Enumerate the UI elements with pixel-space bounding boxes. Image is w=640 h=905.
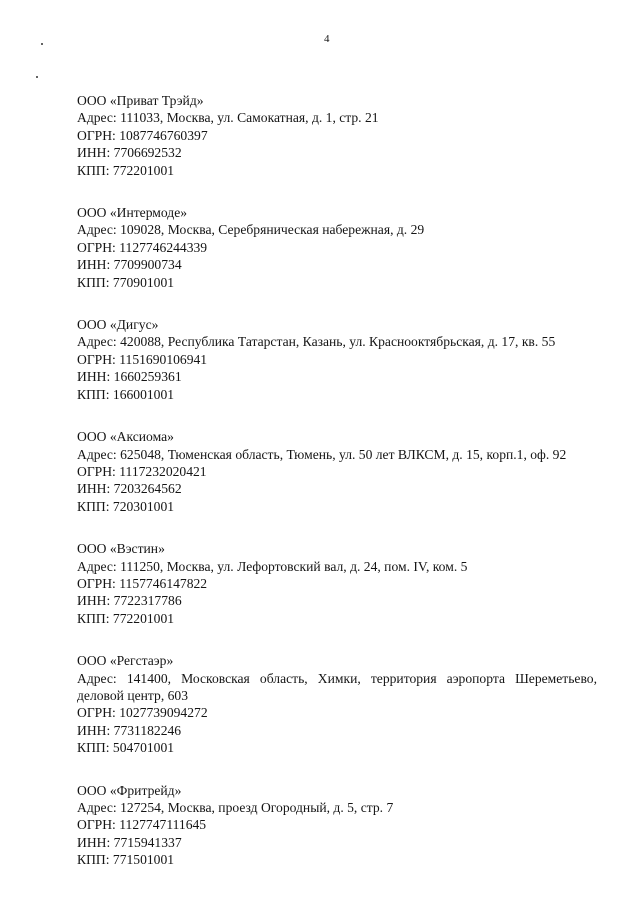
company-kpp: 772201001 [112, 610, 175, 626]
company-ogrn-line [77, 239, 597, 256]
company-ogrn-line [77, 704, 597, 721]
company-kpp: 720301001 [112, 498, 175, 514]
company-name-line [77, 782, 597, 799]
company-name: ООО «Фритрейд» [77, 782, 182, 798]
company-kpp: 166001001 [112, 386, 175, 402]
company-address-line [77, 333, 597, 350]
company-address-label: Адрес: [77, 558, 117, 574]
company-kpp-line [77, 610, 597, 627]
company-address-label: Адрес: [77, 110, 117, 126]
company-inn-label: ИНН: [77, 593, 111, 609]
company-address-line [77, 558, 597, 575]
company-inn-line [77, 722, 597, 739]
scan-speck [41, 43, 43, 45]
company-address: 127254, Москва, проезд Огородный, д. 5, стр. 7 [120, 800, 394, 815]
company-address-line [77, 221, 597, 238]
company-kpp-label: КПП: [77, 274, 110, 290]
company-kpp-line [77, 739, 597, 756]
scan-speck [36, 76, 38, 78]
company-address: 109028, Москва, Серебряническая набережная, д. 29 [120, 222, 425, 238]
company-inn-line [77, 592, 597, 609]
company-ogrn: 1117232020421 [119, 463, 207, 479]
company-entry [77, 204, 597, 291]
company-inn-line [77, 256, 597, 273]
company-ogrn-line [77, 463, 597, 480]
company-ogrn: 1127747111645 [119, 817, 207, 833]
company-inn-line [77, 480, 597, 497]
company-inn-label: ИНН: [77, 481, 111, 497]
company-name: ООО «Регстаэр» [77, 653, 174, 669]
company-name: ООО «Аксиома» [77, 429, 174, 445]
company-name-line [77, 652, 597, 669]
company-address: 111250, Москва, ул. Лефортовский вал, д. 24, пом. IV, ком. 5 [120, 558, 468, 574]
company-name: ООО «Приват Трэйд» [77, 93, 204, 108]
company-ogrn-line [77, 816, 597, 833]
company-name-line [77, 428, 597, 445]
company-kpp: 770901001 [112, 274, 175, 290]
company-entry [77, 316, 597, 403]
company-ogrn: 1157746147822 [119, 575, 208, 591]
company-kpp-label: КПП: [77, 852, 110, 868]
company-inn-label: ИНН: [77, 722, 111, 738]
company-address: 141400, Московская область, Химки, территория аэропорта Шереметьево, деловой центр, 603 [77, 670, 597, 703]
company-inn-label: ИНН: [77, 257, 111, 273]
company-kpp-label: КПП: [77, 740, 110, 756]
company-inn: 7715941337 [113, 834, 182, 850]
company-ogrn-line [77, 575, 597, 592]
company-ogrn-label: ОГРН: [77, 463, 116, 479]
company-kpp-line [77, 851, 597, 868]
company-address-label: Адрес: [77, 800, 117, 815]
company-entry [77, 652, 597, 756]
company-kpp-line [77, 498, 597, 515]
company-kpp-label: КПП: [77, 162, 110, 178]
company-entry [77, 428, 597, 515]
company-inn: 7722317786 [113, 593, 182, 609]
company-ogrn-line [77, 127, 597, 144]
company-name: ООО «Вэстин» [77, 541, 165, 557]
company-inn-line [77, 834, 597, 851]
company-kpp-line [77, 386, 597, 403]
company-kpp: 772201001 [112, 162, 175, 178]
company-kpp-label: КПП: [77, 610, 110, 626]
company-ogrn-label: ОГРН: [77, 351, 116, 367]
company-name-line [77, 92, 597, 109]
company-address: 111033, Москва, ул. Самокатная, д. 1, стр. 21 [120, 110, 379, 126]
company-address-label: Адрес: [77, 670, 117, 686]
company-ogrn-label: ОГРН: [77, 575, 116, 591]
company-entry [77, 92, 597, 179]
company-kpp-label: КПП: [77, 498, 110, 514]
company-address-line [77, 109, 597, 126]
company-address: 625048, Тюменская область, Тюмень, ул. 50 лет ВЛКСМ, д. 15, корп.1, оф. 92 [120, 446, 567, 462]
company-ogrn-label: ОГРН: [77, 239, 116, 255]
company-address-line [77, 446, 597, 463]
company-inn: 7706692532 [113, 145, 182, 161]
company-inn: 7709900734 [113, 257, 182, 273]
company-inn-line [77, 144, 597, 161]
company-address-line [77, 670, 597, 705]
company-address: 420088, Республика Татарстан, Казань, ул. Краснооктябрьская, д. 17, кв. 55 [120, 334, 556, 350]
company-inn: 1660259361 [113, 369, 182, 385]
company-name: ООО «Дигус» [77, 317, 159, 333]
company-inn-label: ИНН: [77, 834, 111, 850]
company-address-label: Адрес: [77, 446, 117, 462]
company-kpp: 771501001 [112, 852, 175, 868]
company-ogrn-line [77, 351, 597, 368]
company-name: ООО «Интермоде» [77, 205, 188, 221]
company-inn-line [77, 368, 597, 385]
company-inn-label: ИНН: [77, 145, 111, 161]
company-ogrn-label: ОГРН: [77, 127, 116, 143]
company-ogrn: 1151690106941 [119, 351, 208, 367]
company-ogrn-label: ОГРН: [77, 817, 116, 833]
company-inn: 7731182246 [113, 722, 182, 738]
company-ogrn-label: ОГРН: [77, 705, 116, 721]
company-address-line [77, 799, 597, 816]
company-address-label: Адрес: [77, 222, 117, 238]
company-name-line [77, 204, 597, 221]
company-name-line [77, 316, 597, 333]
company-entry [77, 540, 597, 627]
company-address-label: Адрес: [77, 334, 117, 350]
company-list [77, 92, 597, 894]
company-name-line [77, 540, 597, 557]
company-kpp-line [77, 162, 597, 179]
company-inn: 7203264562 [113, 481, 182, 497]
company-ogrn: 1087746760397 [119, 127, 208, 143]
company-inn-label: ИНН: [77, 369, 111, 385]
company-ogrn: 1127746244339 [119, 239, 208, 255]
company-kpp: 504701001 [112, 740, 175, 756]
company-kpp-label: КПП: [77, 386, 110, 402]
company-entry [77, 782, 597, 869]
company-ogrn: 1027739094272 [119, 705, 208, 721]
page-number: 4 [324, 33, 330, 45]
company-kpp-line [77, 274, 597, 291]
